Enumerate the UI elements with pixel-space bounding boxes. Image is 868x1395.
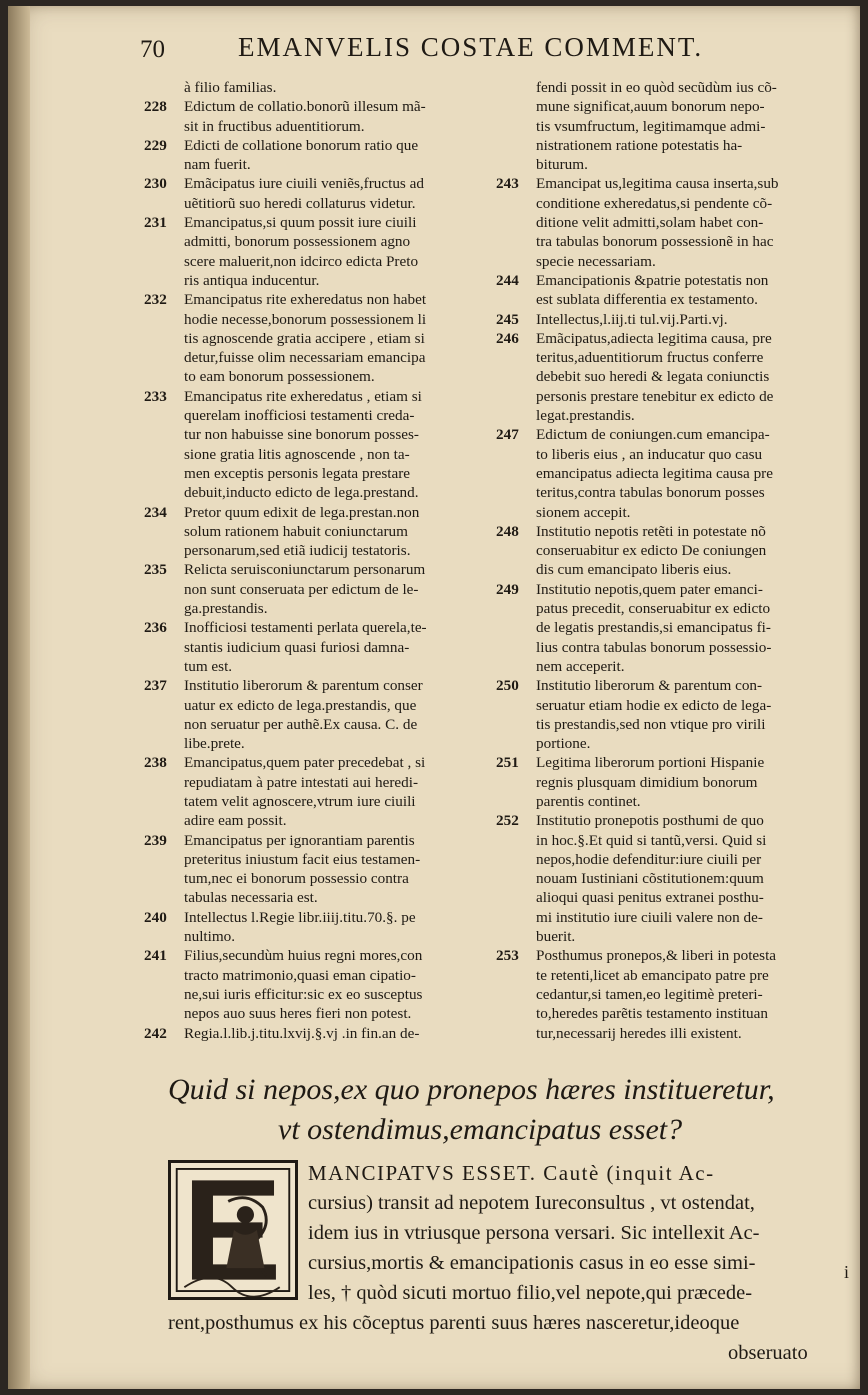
entry-number: 252 xyxy=(496,812,519,830)
entry-line: tra tabulas bonorum possessionẽ in hac xyxy=(536,233,774,251)
summary-entry xyxy=(496,522,836,580)
entry-line: seruatur etiam hodie ex edicto de lega- xyxy=(536,696,772,714)
entry-number: 230 xyxy=(144,175,167,193)
entry-line: to eam bonorum possessionem. xyxy=(184,368,375,386)
summary-entry xyxy=(144,503,496,561)
entry-line: Edicti de collatione bonorum ratio que xyxy=(184,136,419,154)
entry-line: teritus,aduentitiorum fructus conferre xyxy=(536,349,764,367)
entry-line: conditione exheredatus,si pendente cõ- xyxy=(536,194,773,212)
entry-line: repudiatam à patre intestati aui heredi- xyxy=(184,773,419,791)
entry-line: Relicta seruisconiunctarum personarum xyxy=(184,561,426,579)
entry-line: tis agnoscende gratia accipere , etiam si xyxy=(184,329,425,347)
summary-entry xyxy=(496,425,836,521)
entry-line: stantis iudicium quasi furiosi damna- xyxy=(184,638,410,656)
summary-entry xyxy=(496,329,836,425)
entry-line: men exceptis personis legata prestare xyxy=(184,464,411,482)
entry-line: portione. xyxy=(536,735,591,753)
entry-line: nultimo. xyxy=(184,928,236,946)
entry-line: tum,nec ei bonorum possessio contra xyxy=(184,870,409,888)
entry-line: Intellectus,l.iij.ti tul.vij.Parti.vj. xyxy=(536,310,728,328)
entry-line: biturum. xyxy=(536,156,588,174)
summary-entry xyxy=(144,387,496,503)
entry-line: debuit,inducto edicto de lega.prestand. xyxy=(184,484,419,502)
entry-number: 231 xyxy=(144,214,167,232)
entry-line: specie necessariam. xyxy=(536,252,656,270)
entry-line: nam fuerit. xyxy=(184,156,251,174)
entry-line: sit in fructibus aduentitiorum. xyxy=(184,117,365,135)
entry-line: tis vsumfructum, legitimamque admi- xyxy=(536,117,766,135)
entry-line: regnis plusquam dimidium bonorum xyxy=(536,773,758,791)
summary-entry xyxy=(144,290,496,386)
entry-line: nouam Iustiniani cõstitutionem:quum xyxy=(536,870,764,888)
summary-entry xyxy=(496,580,836,676)
entry-number: 247 xyxy=(496,426,519,444)
entry-line: dis cum emancipato liberis eius. xyxy=(536,561,732,579)
entry-line: mi institutio iure ciuili valere non de- xyxy=(536,908,763,926)
entry-line: de legatis prestandis,si emancipatus fi- xyxy=(536,619,771,637)
entry-line: tur,necessarij heredes illi existent. xyxy=(536,1024,742,1042)
summary-entry xyxy=(144,946,496,1023)
entry-line: tabulas necessaria est. xyxy=(184,889,318,907)
entry-line: Edictum de coniungen.cum emancipa- xyxy=(536,426,770,444)
summary-entry xyxy=(496,174,836,270)
entry-line: sione gratia litis agnoscende , non ta- xyxy=(184,445,410,463)
entry-line: uẽtitiorũ suo heredi collaturus videtur. xyxy=(184,194,416,212)
entry-line: Emancipatus,si quum possit iure ciuili xyxy=(184,214,417,232)
summary-entry xyxy=(144,618,496,676)
entry-line: Intellectus l.Regie libr.iiij.titu.70.§. pe xyxy=(184,908,416,926)
body-line: cursius,mortis & emancipationis casus in eo esse simi- xyxy=(308,1252,756,1274)
entry-number: 234 xyxy=(144,503,167,521)
entry-line: Emancipat us,legitima causa inserta,sub xyxy=(536,175,779,193)
summary-entry xyxy=(144,78,496,97)
entry-line: sionem accepit. xyxy=(536,503,631,521)
entry-line: preteritus iniustum facit eius testamen- xyxy=(184,850,421,868)
entry-line: Emancipatus,quem pater precedebat , si xyxy=(184,754,426,772)
entry-line: nistrationem ratione potestatis ha- xyxy=(536,136,743,154)
entry-line: Institutio nepotis,quem pater emanci- xyxy=(536,580,763,598)
summary-entry xyxy=(144,174,496,213)
entry-line: cedantur,si tamen,eo legitimè preteri- xyxy=(536,985,763,1003)
entry-line: Institutio liberorum & parentum con- xyxy=(536,677,763,695)
entry-number: 248 xyxy=(496,522,519,540)
entry-number: 237 xyxy=(144,677,167,695)
entry-line: tum est. xyxy=(184,657,233,675)
entry-number: 241 xyxy=(144,947,167,965)
entry-line: nepos auo suus heres fieri non potest. xyxy=(184,1005,412,1023)
entry-number: 250 xyxy=(496,677,519,695)
heading-line-1: Quid si nepos,ex quo pronepos hæres institueretur, xyxy=(168,1073,775,1106)
summary-entry xyxy=(496,811,836,946)
woodcut-initial-icon xyxy=(171,1163,295,1297)
body-text xyxy=(168,1158,838,1368)
entry-number: 246 xyxy=(496,329,519,347)
entry-number: 239 xyxy=(144,831,167,849)
entry-number: 253 xyxy=(496,947,519,965)
entry-number: 245 xyxy=(496,310,519,328)
summary-entry xyxy=(144,560,496,618)
entry-line: Emancipatus rite exheredatus , etiam si xyxy=(184,387,422,405)
entry-line: Pretor quum edixit de lega.prestan.non xyxy=(184,503,420,521)
entry-line: Emancipationis &patrie potestatis non xyxy=(536,271,769,289)
summary-entry xyxy=(144,213,496,290)
summary-entry xyxy=(496,310,836,329)
entry-line: Institutio nepotis retẽti in potestate nõ xyxy=(536,522,766,540)
summary-entry xyxy=(144,136,496,175)
entry-line: Regia.l.lib.j.titu.lxvij.§.vj .in fin.an de- xyxy=(184,1024,420,1042)
summary-entry xyxy=(144,676,496,753)
entry-line: personarum,sed etiã iudicij testatoris. xyxy=(184,542,411,560)
body-line: les, † quòd sicuti mortuo filio,vel nepote,qui præcede- xyxy=(308,1282,753,1304)
entry-number: 233 xyxy=(144,387,167,405)
entry-line: Emancipatus per ignorantiam parentis xyxy=(184,831,415,849)
entry-line: legat.prestandis. xyxy=(536,407,635,425)
entry-line: Filius,secundùm huius regni mores,con xyxy=(184,947,423,965)
entry-line: Institutio pronepotis posthumi de quo xyxy=(536,812,764,830)
entry-line: Emãcipatus iure ciuili veniẽs,fructus ad xyxy=(184,175,424,193)
body-line: idem ius in vtriusque persona versari. Sic intellexit Ac- xyxy=(308,1222,760,1244)
book-page xyxy=(8,6,860,1389)
entry-line: to liberis eius , an inducatur quo casu xyxy=(536,445,763,463)
summary-entry xyxy=(144,908,496,947)
page-gutter xyxy=(8,6,30,1389)
entry-number: 235 xyxy=(144,561,167,579)
entry-number: 242 xyxy=(144,1024,167,1042)
entry-line: adire eam possit. xyxy=(184,812,287,830)
entry-line: ga.prestandis. xyxy=(184,600,268,618)
entry-line: buerit. xyxy=(536,928,576,946)
body-line: rent,posthumus ex his cõceptus parenti suus hæres nasceretur,ideoque xyxy=(168,1312,740,1334)
entry-line: Edictum de collatio.bonorũ illesum mã- xyxy=(184,98,426,116)
summary-entry xyxy=(144,97,496,136)
entry-line: te retenti,licet ab emancipato patre pre xyxy=(536,966,769,984)
summary-entry xyxy=(144,1024,496,1043)
entry-line: Posthumus pronepos,& liberi in potesta xyxy=(536,947,777,965)
entry-line: non sunt conseruata per edictum de le- xyxy=(184,580,419,598)
entry-line: uatur ex edicto de lega.prestandis, que xyxy=(184,696,417,714)
entry-line: admitti, bonorum possessionem agno xyxy=(184,233,411,251)
summary-entry xyxy=(496,271,836,310)
entry-line: Inofficiosi testamenti perlata querela,te- xyxy=(184,619,427,637)
body-line: cursius) transit ad nepotem Iureconsultus , vt ostendat, xyxy=(308,1192,755,1214)
entry-line: Legitima liberorum portioni Hispanie xyxy=(536,754,765,772)
entry-line: est sublata differentia ex testamento. xyxy=(536,291,758,309)
entry-line: debebit suo heredi & legata coniunctis xyxy=(536,368,770,386)
entry-number: 244 xyxy=(496,271,519,289)
entry-line: scere maluerit,non idcirco edicta Preto xyxy=(184,252,419,270)
entry-line: à filio familias. xyxy=(184,79,277,96)
entry-line: fendi possit in eo quòd secũdùm ius cõ- xyxy=(536,79,777,96)
margin-mark: i xyxy=(844,1262,850,1282)
section-heading xyxy=(168,1070,848,1150)
entry-line: tracto matrimonio,quasi eman cipatio- xyxy=(184,966,416,984)
entry-line: to,heredes parẽtis testamento instituan xyxy=(536,1005,768,1023)
entry-line: ne,sui iuris efficitur:sic ex eo susceptus xyxy=(184,985,423,1003)
entry-line: nepos,hodie defenditur:iure ciuili per xyxy=(536,850,762,868)
entry-line: emancipatus adiecta legitima causa pre xyxy=(536,464,773,482)
entry-line: ris antiqua inducentur. xyxy=(184,271,320,289)
entry-line: Institutio liberorum & parentum conser xyxy=(184,677,423,695)
entry-line: hodie necesse,bonorum possessionem li xyxy=(184,310,427,328)
summary-entry xyxy=(496,946,836,1042)
entry-number: 243 xyxy=(496,175,519,193)
entry-line: non seruatur per authẽ.Ex causa. C. de xyxy=(184,715,418,733)
entry-number: 240 xyxy=(144,908,167,926)
summary-entry xyxy=(144,831,496,908)
entry-line: alioqui quasi penitus extranei posthu- xyxy=(536,889,764,907)
entry-line: parentis continet. xyxy=(536,792,641,810)
entry-number: 229 xyxy=(144,136,167,154)
page-number: 70 xyxy=(140,36,165,63)
entry-number: 251 xyxy=(496,754,519,772)
entry-line: solum rationem habuit coniunctarum xyxy=(184,522,408,540)
decorated-initial-e xyxy=(168,1160,298,1300)
heading-line-2: vt ostendimus,emancipatus esset? xyxy=(278,1113,683,1146)
entry-line: patus precedit, conseruabitur ex edicto xyxy=(536,600,771,618)
entry-line: libe.prete. xyxy=(184,735,245,753)
body-line: obseruato xyxy=(728,1342,808,1364)
entry-line: nem acceperit. xyxy=(536,657,625,675)
entry-number: 238 xyxy=(144,754,167,772)
entry-line: querelam inofficiosi testamenti creda- xyxy=(184,407,415,425)
summary-entry xyxy=(496,676,836,753)
entry-line: teritus,contra tabulas bonorum posses xyxy=(536,484,765,502)
summary-entry xyxy=(144,753,496,830)
summary-column-right xyxy=(496,78,836,1043)
entry-number: 232 xyxy=(144,291,167,309)
entry-line: lius contra tabulas bonorum possessio- xyxy=(536,638,772,656)
entry-line: mune significat,auum bonorum nepo- xyxy=(536,98,765,116)
entry-line: Emãcipatus,adiecta legitima causa, pre xyxy=(536,329,772,347)
entry-number: 249 xyxy=(496,580,519,598)
body-line: MANCIPATVS ESSET. Cautè (inquit Ac- xyxy=(308,1161,715,1185)
running-title: EMANVELIS COSTAE COMMENT. xyxy=(238,32,704,62)
summary-column-left xyxy=(144,78,496,1043)
entry-number: 228 xyxy=(144,98,167,116)
entry-line: ditione velit admitti,solam habet con- xyxy=(536,214,764,232)
running-head xyxy=(140,32,780,72)
entry-line: tatem velit agnoscere,vtrum iure ciuili xyxy=(184,792,416,810)
summary-entry xyxy=(496,78,836,174)
entry-line: in hoc.§.Et quid si tantũ,versi. Quid si xyxy=(536,831,767,849)
entry-line: conseruabitur ex edicto De coniungen xyxy=(536,542,767,560)
entry-line: tur non habuisse sine bonorum posses- xyxy=(184,426,419,444)
entry-line: detur,fuisse olim necessariam emancipa xyxy=(184,349,426,367)
entry-line: personis prestare tenebitur ex edicto de xyxy=(536,387,774,405)
entry-number: 236 xyxy=(144,619,167,637)
summary-entry xyxy=(496,753,836,811)
entry-line: tis prestandis,sed non vtique pro virili xyxy=(536,715,766,733)
entry-line: Emancipatus rite exheredatus non habet xyxy=(184,291,427,309)
